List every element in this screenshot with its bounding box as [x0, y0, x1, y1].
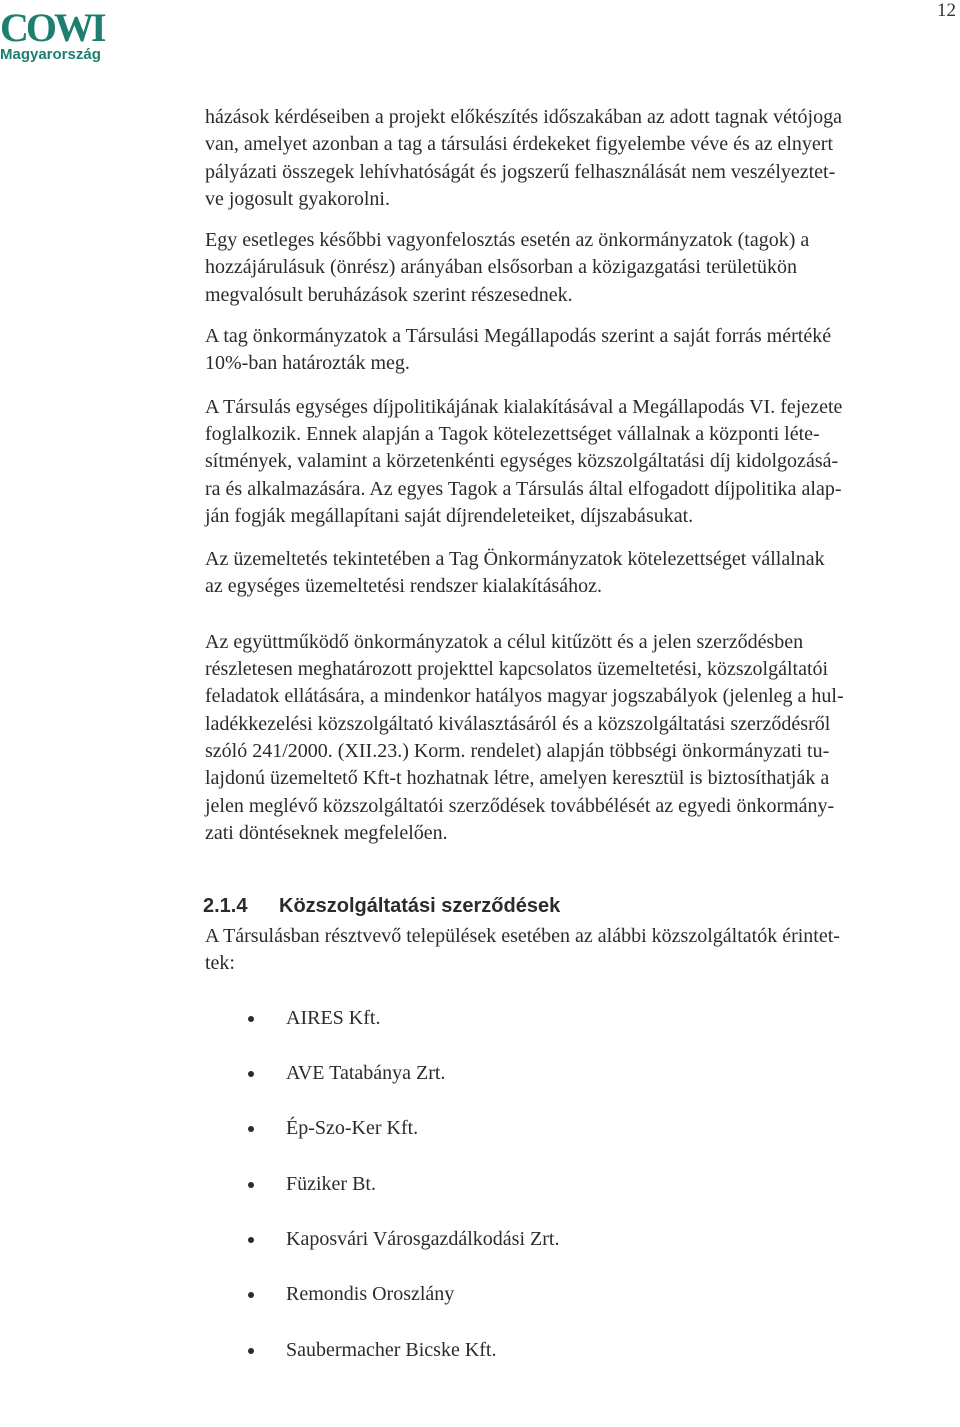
paragraph-own-contribution: A tag önkormányzatok a Társulási Megállapodás szerint a saját forrás mértéké 10%-ban határozták meg.: [205, 325, 832, 375]
list-item: [205, 1113, 955, 1143]
list-item-label: Kaposvári Városgazdálkodási Zrt.: [286, 1227, 560, 1250]
bullet-icon: [248, 1071, 254, 1077]
list-item-label: Saubermacher Bicske Kft.: [286, 1338, 497, 1361]
section-title: Közszolgáltatási szerződések: [279, 895, 561, 918]
section-heading: [203, 891, 955, 921]
paragraph-operation: Az üzemeltetés tekintetében a Tag Önkormányzatok kötelezettséget vállalnak az egységes üzemeltetési rendszer kialakításához.: [205, 548, 825, 598]
section-intro: A Társulásban résztvevő települések esetében az alábbi közszolgáltatók érintet- tek:: [205, 925, 840, 975]
list-item: [205, 1058, 955, 1088]
list-item-label: AIRES Kft.: [286, 1006, 381, 1029]
list-item: [205, 1224, 955, 1254]
bullet-icon: [248, 1237, 254, 1243]
list-item-label: Ép-Szo-Ker Kft.: [286, 1117, 419, 1140]
list-item: [205, 1003, 955, 1033]
bullet-icon: [248, 1016, 254, 1022]
page-number: 12: [937, 0, 956, 21]
list-item-label: AVE Tatabánya Zrt.: [286, 1062, 446, 1085]
list-item-label: Remondis Oroszlány: [286, 1283, 455, 1306]
list-item-label: Füziker Bt.: [286, 1172, 376, 1195]
logo-wordmark: COWI: [0, 5, 104, 50]
cowi-logo: [0, 5, 120, 64]
list-item: [205, 1335, 955, 1365]
paragraph-cooperation: Az együttműködő önkormányzatok a célul kitűzött és a jelen szerződésben részletesen meghatározott projekttel kapcsolatos üzemeltetési, közszolgáltatói feladatok ellátására, a mindenkor hatályos magyar jogszabályok (jelenleg a hul- ladékkezelési közszolgáltató kiválasztásáról és a közszolgáltatási szerződésről szóló 241/2000. (XII.23.) Korm. rendelet) alapján többségi önkormányzati tu- lajdonú üzemeltető Kft-t hozhatnak létre, amelyen keresztül is biztosíthatják a jelen meglévő közszolgáltatói szerződések továbbélését az egyedi önkormány- zati döntéseknek megfelelően.: [205, 630, 844, 844]
list-item: [205, 1279, 955, 1309]
paragraph-veto-right: házások kérdéseiben a projekt előkészítés időszakában az adott tagnak vétójoga van, amelyet azonban a tag a társulási érdekeket figyelembe véve és az elnyert pályázati összegek lehívhatóságát és jogszerű felhasználását nem veszélyeztet- ve jogosult gyakorolni.: [205, 106, 842, 210]
paragraph-fee-policy: A Társulás egységes díjpolitikájának kialakításával a Megállapodás VI. fejezete foglalkozik. Ennek alapján a Tagok kötelezettséget vállalnak a központi léte- sítmények, valamint a körzetenkénti egységes közszolgáltatási díj kidolgozásá- ra és alkalmazására. Az egyes Tagok a Társulás által elfogadott díjpolitika alap- ján fogják megállapítani saját díjrendeleteiket, díjszabásukat.: [205, 395, 843, 527]
bullet-icon: [248, 1182, 254, 1188]
bullet-icon: [248, 1292, 254, 1298]
paragraph-asset-division: Egy esetleges későbbi vagyonfelosztás esetén az önkormányzatok (tagok) a hozzájárulásuk (önrész) arányában elsősorban a közigazgatási területükön megvalósult beruházások szerint részesednek.: [205, 229, 810, 306]
logo-subtitle: Magyarország: [0, 46, 101, 63]
list-item: [205, 1169, 955, 1199]
bullet-icon: [248, 1348, 254, 1354]
provider-list: [205, 1003, 955, 1365]
section-number: 2.1.4: [203, 895, 248, 918]
document-body: [205, 104, 955, 1390]
bullet-icon: [248, 1126, 254, 1132]
